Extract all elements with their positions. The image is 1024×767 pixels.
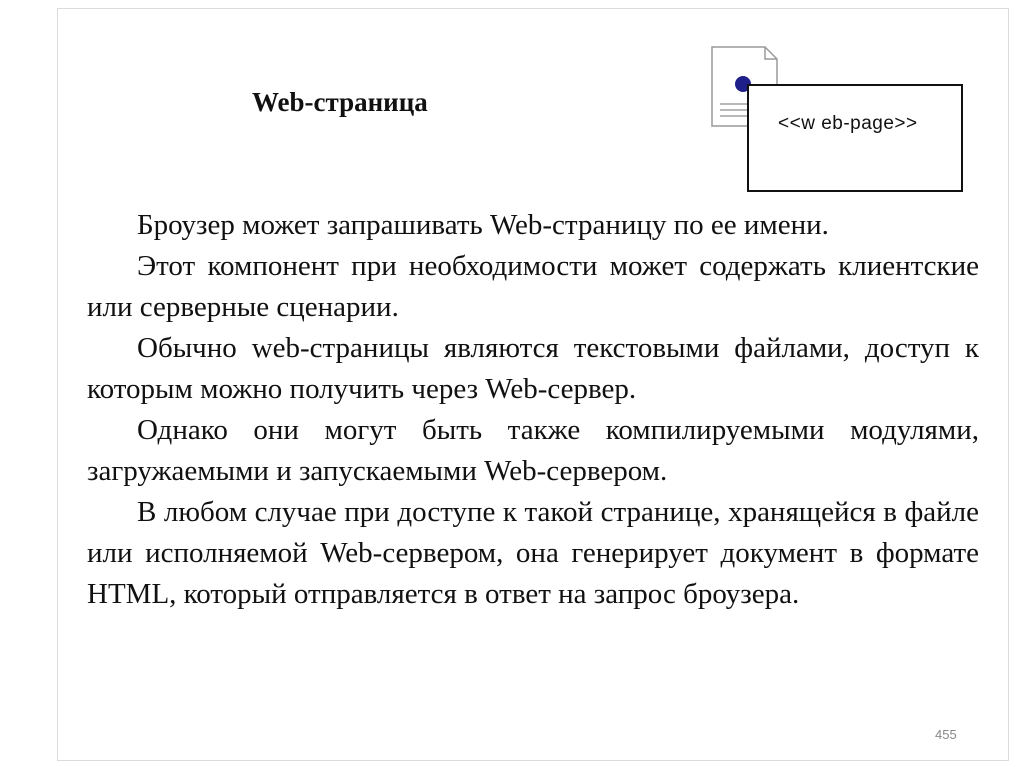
paragraph: Этот компонент при необходимости может содержать клиентские или серверные сценарии. xyxy=(87,250,979,323)
page-number: 455 xyxy=(935,727,957,742)
web-page-stereotype-box xyxy=(747,84,963,192)
slide-title: Web-страница xyxy=(252,87,428,117)
stereotype-label: <<w eb-page>> xyxy=(778,113,918,134)
body-text xyxy=(87,205,979,615)
paragraph: В любом случае при доступе к такой странице, хранящейся в файле или исполняемой Web-сервером, она генерирует документ в формате HTML, который отправляется в ответ на запрос броузера. xyxy=(87,496,979,610)
paragraph: Броузер может запрашивать Web-страницу по ее имени. xyxy=(137,209,829,241)
paragraph: Однако они могут быть также компилируемыми модулями, загружаемыми и запускаемыми Web-сервером. xyxy=(87,414,979,487)
paragraph: Обычно web-страницы являются текстовыми файлами, доступ к которым можно получить через Web-сервер. xyxy=(87,332,979,405)
